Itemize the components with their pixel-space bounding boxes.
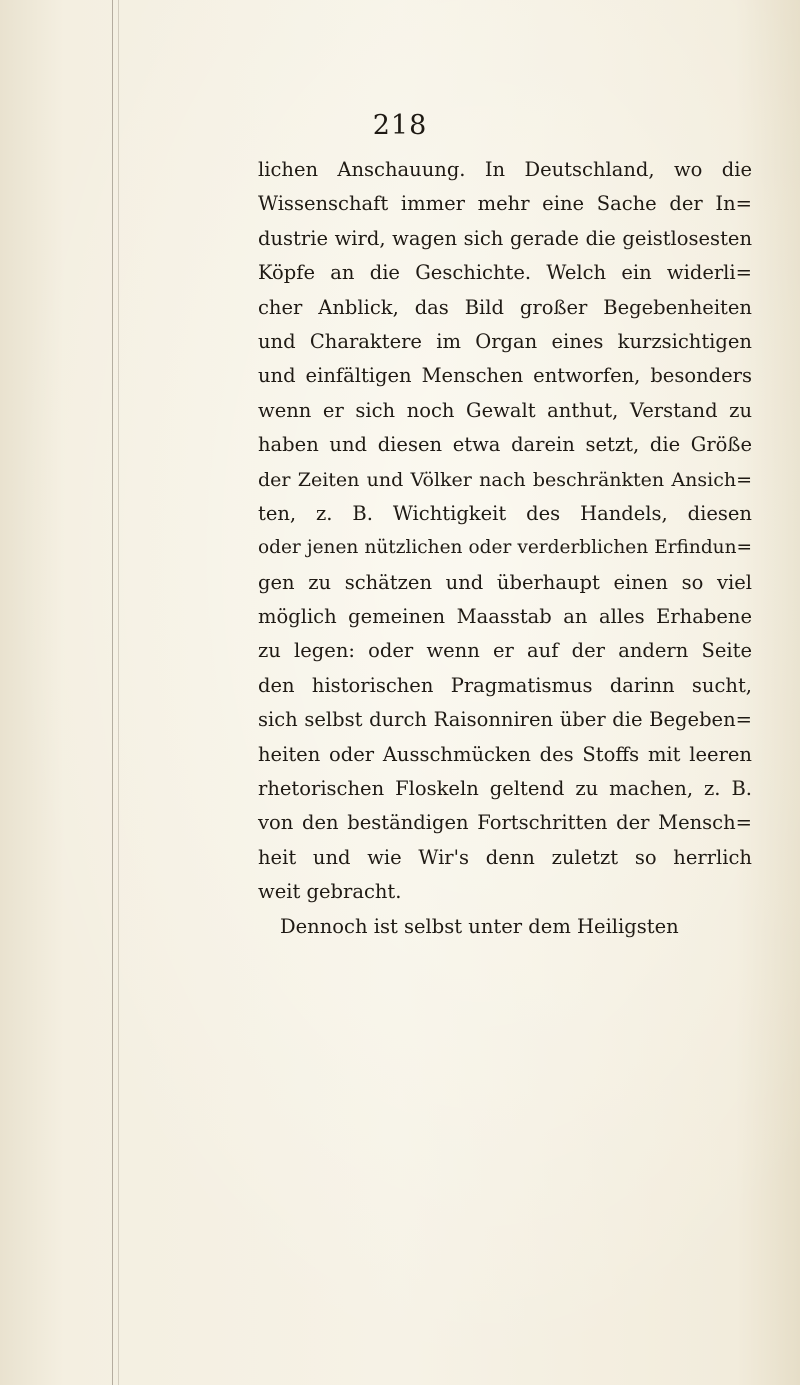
text-line: den historischen Pragmatismus darinn sucht, xyxy=(258,673,752,697)
text-line: heit und wie Wir's denn zuletzt so herrlich xyxy=(258,845,752,869)
text-line: haben und diesen etwa darein setzt, die Größe xyxy=(258,433,752,457)
text-line: von den beständigen Fortschritten der Mensch= xyxy=(258,811,752,835)
gutter-line xyxy=(118,0,119,1385)
text-line: rhetorischen Floskeln geltend zu machen, z. B. xyxy=(258,777,752,801)
text-line: gen zu schätzen und überhaupt einen so viel xyxy=(258,570,752,594)
text-line: ten, z. B. Wichtigkeit des Handels, diesen xyxy=(258,501,752,525)
text-line: zu legen: oder wenn er auf der andern Seite xyxy=(258,639,752,663)
text-line: Dennoch ist selbst unter dem Heiligsten xyxy=(280,914,679,938)
text-line: der Zeiten und Völker nach beschränkten Ansich= xyxy=(258,468,752,491)
text-line: sich selbst durch Raisonniren über die Begeben= xyxy=(258,708,752,732)
text-line: Wissenschaft immer mehr eine Sache der In= xyxy=(258,192,752,216)
text-line: dustrie wird, wagen sich gerade die geistlosesten xyxy=(258,226,752,250)
text-line: wenn er sich noch Gewalt anthut, Verstand zu xyxy=(258,398,752,422)
page-number: 218 xyxy=(372,110,428,141)
body-text xyxy=(258,153,752,944)
text-line: weit gebracht. xyxy=(258,880,402,904)
text-line: oder jenen nützlichen oder verderblichen Erfindun= xyxy=(258,537,752,559)
text-line: und Charaktere im Organ eines kurzsichtigen xyxy=(258,329,752,353)
text-line: lichen Anschauung. In Deutschland, wo die xyxy=(258,158,752,181)
gutter-line xyxy=(112,0,113,1385)
text-line: heiten oder Ausschmücken des Stoffs mit leeren xyxy=(258,742,752,766)
text-line: Köpfe an die Geschichte. Welch ein widerli= xyxy=(258,261,752,285)
text-line: und einfältigen Menschen entworfen, besonders xyxy=(258,364,752,388)
text-line: möglich gemeinen Maasstab an alles Erhabene xyxy=(258,605,752,629)
text-line: cher Anblick, das Bild großer Begebenheiten xyxy=(258,295,752,319)
